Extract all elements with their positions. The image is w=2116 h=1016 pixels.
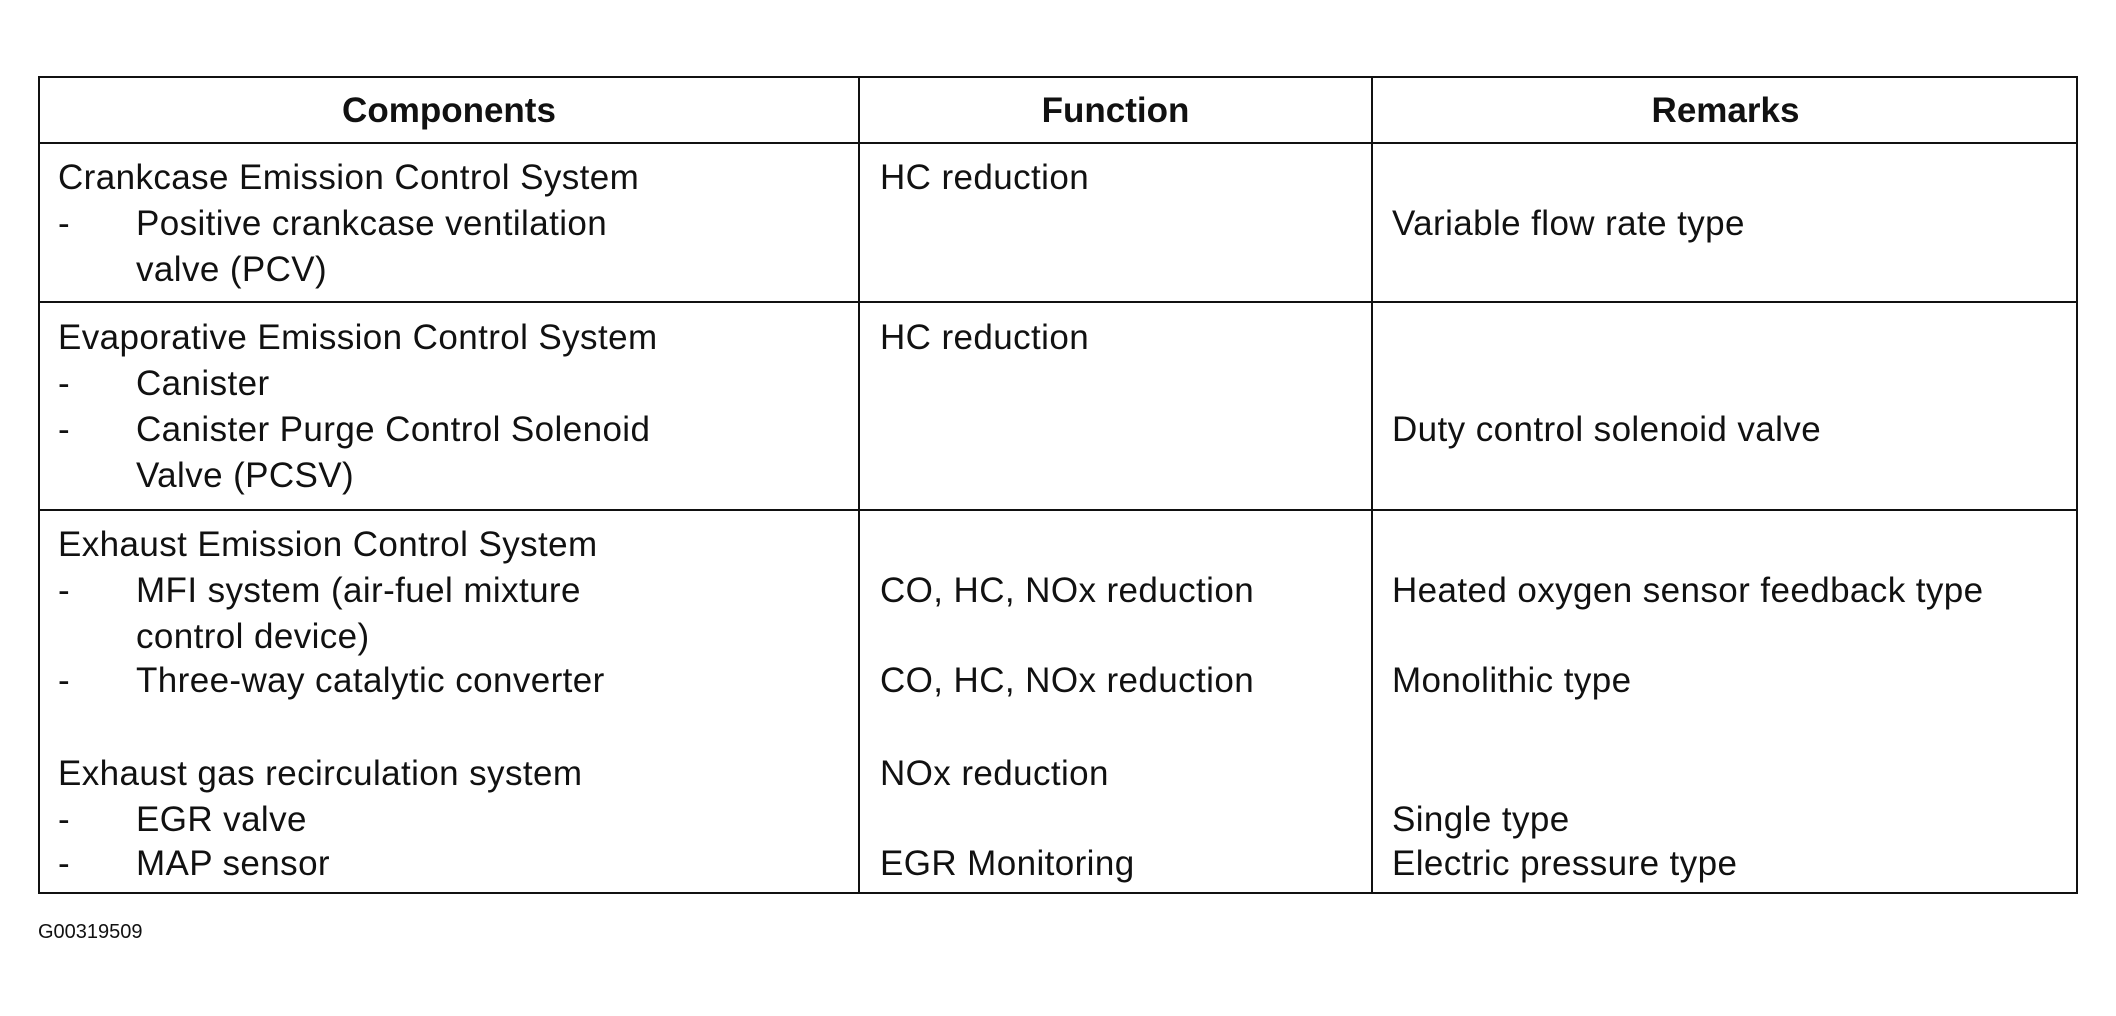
pcv-label-line2: valve (PCV) xyxy=(136,250,328,289)
column-divider-2 xyxy=(1371,78,1373,892)
list-bullet: - xyxy=(58,364,70,403)
map-sensor-function: EGR Monitoring xyxy=(880,844,1135,883)
pcsv-label-line1: Canister Purge Control Solenoid xyxy=(136,410,651,449)
egr-system-function: NOx reduction xyxy=(880,754,1109,793)
list-bullet: - xyxy=(58,800,70,839)
header-components: Components xyxy=(342,91,556,130)
egr-system-label: Exhaust gas recirculation system xyxy=(58,754,583,793)
mfi-label-line1: MFI system (air-fuel mixture xyxy=(136,571,581,610)
map-sensor-label: MAP sensor xyxy=(136,844,330,883)
list-bullet: - xyxy=(58,844,70,883)
figure-id: G00319509 xyxy=(38,921,143,943)
evaporative-system-label: Evaporative Emission Control System xyxy=(58,318,658,357)
mfi-label-line2: control device) xyxy=(136,617,370,656)
crankcase-system-label: Crankcase Emission Control System xyxy=(58,158,640,197)
pcsv-remarks: Duty control solenoid valve xyxy=(1392,410,1822,449)
canister-label: Canister xyxy=(136,364,270,403)
header-remarks: Remarks xyxy=(1651,91,1800,130)
exhaust-system-label: Exhaust Emission Control System xyxy=(58,525,598,564)
list-bullet: - xyxy=(58,410,70,449)
egr-valve-label: EGR valve xyxy=(136,800,307,839)
list-bullet: - xyxy=(58,204,70,243)
emission-control-table xyxy=(38,76,2078,894)
catalytic-converter-label: Three-way catalytic converter xyxy=(136,661,605,700)
catalytic-converter-function: CO, HC, NOx reduction xyxy=(880,661,1255,700)
header-function: Function xyxy=(1041,91,1190,130)
catalytic-converter-remarks: Monolithic type xyxy=(1392,661,1632,700)
pcv-label-line1: Positive crankcase ventilation xyxy=(136,204,608,243)
row-divider-2 xyxy=(40,509,2076,511)
egr-valve-remarks: Single type xyxy=(1392,800,1570,839)
row-divider-1 xyxy=(40,301,2076,303)
pcsv-label-line2: Valve (PCSV) xyxy=(136,456,355,495)
mfi-remarks: Heated oxygen sensor feedback type xyxy=(1392,571,1984,610)
map-sensor-remarks: Electric pressure type xyxy=(1392,844,1738,883)
pcv-remarks: Variable flow rate type xyxy=(1392,204,1745,243)
crankcase-function: HC reduction xyxy=(880,158,1090,197)
list-bullet: - xyxy=(58,571,70,610)
evaporative-function: HC reduction xyxy=(880,318,1090,357)
mfi-function: CO, HC, NOx reduction xyxy=(880,571,1255,610)
column-divider-1 xyxy=(858,78,860,892)
list-bullet: - xyxy=(58,661,70,700)
